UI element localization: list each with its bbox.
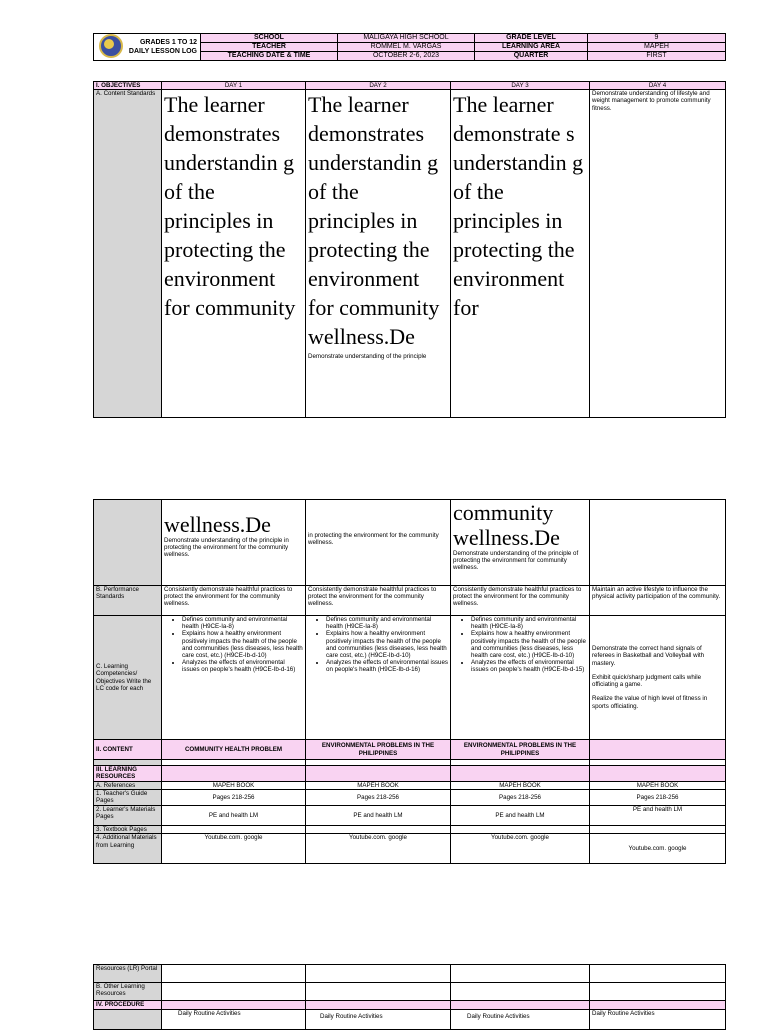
day4-performance: Maintain an active lifestyle to influence the physical activity participation of the community.: [590, 586, 726, 616]
day2-additional-materials: Youtube.com. google: [306, 834, 451, 864]
continued-label-cell: [94, 500, 162, 586]
day2-continued: in protecting the environment for the community wellness.: [306, 500, 451, 586]
log-title: GRADES 1 TO 12 DAILY LESSON LOG: [94, 34, 201, 61]
day4-content-standard: Demonstrate understanding of lifestyle and weight management to promote community fitness.: [590, 90, 726, 418]
day3-daily-routine: Daily Routine Activities: [451, 1010, 590, 1030]
area-value: MAPEH: [588, 43, 726, 52]
list-item: • Analyzes the effects of environmental issues on people's health (H9CE-Ib-d-16): [182, 659, 303, 673]
objectives-table: [93, 81, 726, 418]
day1-content: COMMUNITY HEALTH PROBLEM: [162, 740, 306, 760]
day2-content-standard: The learner demonstrates understandin g of the principles in protecting the environment for community wellness.De Demonstrate understanding of the principle: [306, 90, 451, 418]
day2-heading: DAY 2: [306, 82, 451, 90]
day4-additional-materials: Youtube.com. google: [590, 834, 726, 864]
day4-daily-routine: Daily Routine Activities: [590, 1010, 726, 1030]
day2-tg-pages: Pages 218-256: [306, 790, 451, 806]
performance-standards-label: B. Performance Standards: [94, 586, 162, 616]
area-label: LEARNING AREA: [475, 43, 588, 52]
day1-daily-routine: Daily Routine Activities: [162, 1010, 306, 1030]
grade-label: GRADE LEVEL: [475, 34, 588, 43]
school-label: SCHOOL: [201, 34, 338, 43]
day1-content-standard: The learner demonstrates understandin g of the principles in protecting the environment for community: [162, 90, 306, 418]
day1-competencies: [162, 616, 306, 740]
day1-references: MAPEH BOOK: [162, 782, 306, 790]
standards-table: [93, 499, 726, 864]
objectives-heading: I. OBJECTIVES: [94, 82, 162, 90]
teachers-guide-label: 1. Teacher's Guide Pages: [94, 790, 162, 806]
day3-additional-materials: Youtube.com. google: [451, 834, 590, 864]
additional-materials-label: 4. Additional Materials from Learning: [94, 834, 162, 864]
list-item: • Explains how a healthy environment positively impacts the health of the people and communities (less diseases, less health care cost, etc.) (H9CE-Ib-d-10): [182, 630, 303, 659]
other-resources-label: B. Other Learning Resources: [94, 983, 162, 1001]
list-item: • Defines community and environmental health (H9CE-Ia-8): [326, 616, 448, 630]
day3-heading: DAY 3: [451, 82, 590, 90]
day2-competencies: [306, 616, 451, 740]
day2-references: MAPEH BOOK: [306, 782, 451, 790]
day1-tg-pages: Pages 218-256: [162, 790, 306, 806]
content-standards-label: A. Content Standards: [94, 90, 162, 418]
list-item: • Analyzes the effects of environmental issues on people's health (H9CE-Ib-d-16): [326, 659, 448, 673]
day4-tg-pages: Pages 218-256: [590, 790, 726, 806]
list-item: • Defines community and environmental health (H9CE-Ia-8): [182, 616, 303, 630]
day3-lm-pages: PE and health LM: [451, 806, 590, 826]
quarter-value: FIRST: [588, 52, 726, 61]
day3-performance: Consistently demonstrate healthful practices to protect the environment for the community wellness.: [451, 586, 590, 616]
day2-lm-pages: PE and health LM: [306, 806, 451, 826]
textbook-pages-label: 3. Textbook Pages: [94, 826, 162, 834]
references-label: A. References: [94, 782, 162, 790]
day4-content: [590, 740, 726, 760]
date-label: TEACHING DATE & TIME: [201, 52, 338, 61]
list-item: • Explains how a healthy environment positively impacts the health of the people and communities (less diseases, less health care cost, etc.) (H9CE-Ib-d-10): [326, 630, 448, 659]
day3-content: ENVIRONMENTAL PROBLEMS IN THE PHILIPPINES: [451, 740, 590, 760]
learning-resources-label: III. LEARNING RESOURCES: [94, 766, 162, 782]
procedure-table: [93, 964, 726, 1030]
day4-references: MAPEH BOOK: [590, 782, 726, 790]
day4-continued: [590, 500, 726, 586]
list-item: • Defines community and environmental health (H9CE-Ia-8): [471, 616, 587, 630]
day1-performance: Consistently demonstrate healthful practices to protect the environment for the community wellness.: [162, 586, 306, 616]
list-item: • Explains how a healthy environment positively impacts the health of the people and communities (less diseases, less health care cost, etc.) (H9CE-Ib-d-10): [471, 630, 587, 659]
day2-performance: Consistently demonstrate healthful practices to protect the environment for the community wellness.: [306, 586, 451, 616]
date-value: OCTOBER 2-6, 2023: [338, 52, 475, 61]
lr-portal-label: Resources (LR) Portal: [94, 965, 162, 983]
day3-references: MAPEH BOOK: [451, 782, 590, 790]
day2-content: ENVIRONMENTAL PROBLEMS IN THE PHILIPPINES: [306, 740, 451, 760]
day3-tg-pages: Pages 218-256: [451, 790, 590, 806]
day4-lm-pages: PE and health LM: [590, 806, 726, 826]
day1-continued: wellness.De Demonstrate understanding of the principle in protecting the environment for the community wellness.: [162, 500, 306, 586]
procedure-label: IV. PROCEDURE: [94, 1001, 162, 1010]
grade-value: 9: [588, 34, 726, 43]
competencies-label: C. Learning Competencies/ Objectives Write the LC code for each: [94, 616, 162, 740]
day3-competencies: [451, 616, 590, 740]
teacher-value: ROMMEL M. VARGAS: [338, 43, 475, 52]
day4-competencies: Demonstrate the correct hand signals of referees in Basketball and Volleyball with mastery. Exhibit quick/sharp judgment calls while officiating a game. Realize the value of high level of fitness in sports officiating.: [590, 616, 726, 740]
content-label: II. CONTENT: [94, 740, 162, 760]
day3-continued: community wellness.De Demonstrate understanding of the principle of protecting the environment for community wellness.: [451, 500, 590, 586]
list-item: • Analyzes the effects of environmental issues on people's health (H9CE-Ib-d-15): [471, 659, 587, 673]
learners-materials-label: 2. Learner's Materials Pages: [94, 806, 162, 826]
day1-lm-pages: PE and health LM: [162, 806, 306, 826]
day3-content-standard: The learner demonstrate s understandin g of the principles in protecting the environment for: [451, 90, 590, 418]
day4-heading: DAY 4: [590, 82, 726, 90]
day2-daily-routine: Daily Routine Activities: [306, 1010, 451, 1030]
school-value: MALIGAYA HIGH SCHOOL: [338, 34, 475, 43]
header-table: [93, 33, 726, 61]
quarter-label: QUARTER: [475, 52, 588, 61]
day1-heading: DAY 1: [162, 82, 306, 90]
teacher-label: TEACHER: [201, 43, 338, 52]
day1-additional-materials: Youtube.com. google: [162, 834, 306, 864]
